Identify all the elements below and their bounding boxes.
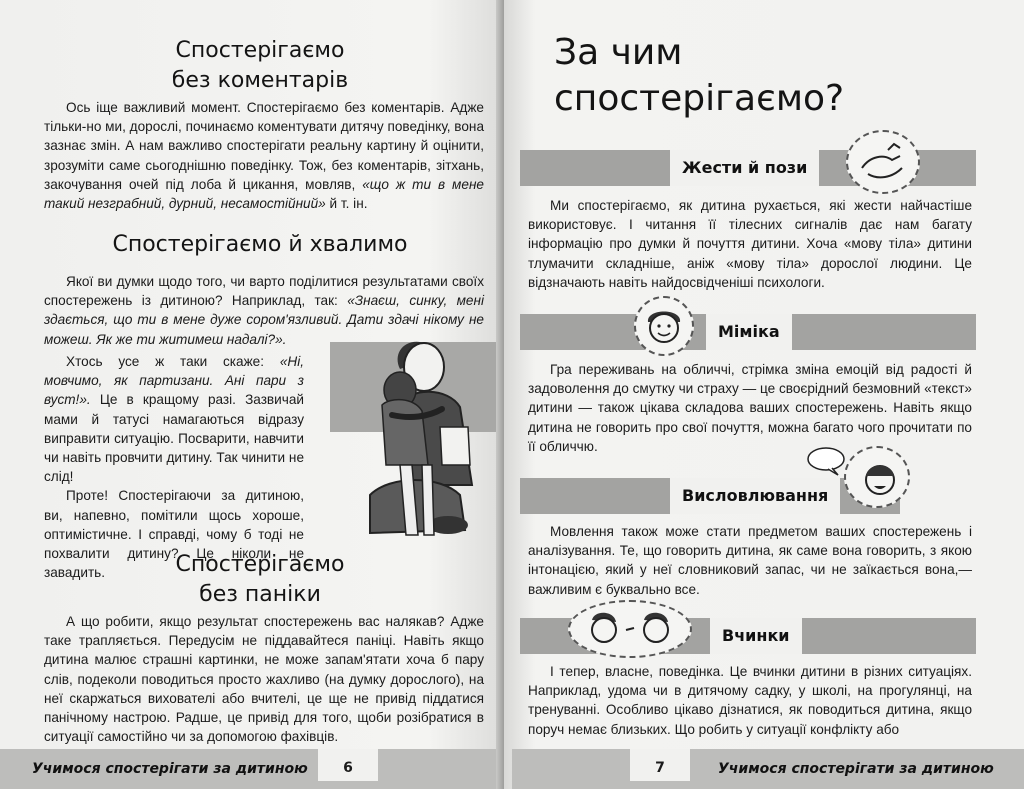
heading-line: Спостерігаємо (175, 552, 345, 577)
heading-line: без паніки (199, 582, 321, 607)
paragraph-no-panic: А що робити, якщо результат спостережень вас налякав? Адже таке трапляється. Передусім не піддавайтеся паніці. Навіть якщо дитина малює страшні картинки, не може запам'ятати хоча б пару слів, подеколи поводиться просто жахливо (на думку дорослого), на неї скаржаться вихователі або вчителі, це ще не привід піддатися панічному настрою. Радше, це привід для того, щоби розібратися в ситуації самостійно чи за допомогою фахівців. (44, 614, 484, 745)
page-number-right: 7 (630, 749, 690, 781)
speech-icon (844, 446, 910, 508)
footer-right (512, 749, 1024, 789)
text-facial-expressions: Гра переживань на обличчі, стрімка зміна емоцій від радості й задоволення до смутку чи страху — це своєрідний безмовний «текст» дитини — також цікава складова ваших спостережень. Навіть якщо дитина не говорить про свої почуття, можна багато чого прочитати по її обличчю. (528, 362, 972, 454)
section-label-actions: Вчинки (710, 618, 802, 654)
paragraph-praise-1: Якої ви думки щодо того, чи варто поділитися результатами своїх спостережень із дитиною? Наприклад, так: «Знаєш, синку, мені здається, що ти в мене дуже сором'язливий. Дати здачі нікому не можеш. Як же ти житимеш надалі?». (44, 274, 484, 347)
text-actions: І тепер, власне, поведінка. Це вчинки дитини в різних ситуаціях. Наприклад, удома чи в дитячому садку, у школі, на прогулянці, на тренуванні. Особливо цікаво дізнатися, як поводиться дитина, якщо поруч немає близьких. Що робить у ситуації конфлікту або (528, 664, 972, 737)
section-label-utterances: Висловлювання (670, 478, 840, 514)
speech-bubble-icon (806, 446, 846, 476)
text-gestures: Ми спостерігаємо, як дитина рухається, які жести найчастіше використовує. І читання її тілесних сигналів дає нам багату інформацію про думки й почуття дитини. Хоча «мову тіла» дитини тлумачити складніше, аніж «мову тіла» дорослої людини. Це відзначають навіть найдосвідченіші психологи. (528, 198, 972, 290)
hands-icon (846, 130, 920, 194)
heading-line: Спостерігаємо (175, 38, 345, 63)
page-title (554, 30, 844, 122)
title-line: спостерігаємо? (554, 78, 845, 119)
band-facial-expressions (520, 314, 976, 350)
kids-icon (568, 600, 692, 658)
paragraph-no-comments: Ось іще важливий момент. Спостерігаємо без коментарів. Адже тільки-но ми, дорослі, починаємо коментувати дитячу поведінку, вона зазнає змін. А нам важливо спостерігати реальну картину й оцінити, зрозуміти саме сьогоднішню поведінку. Тож, без коментарів, зітхань, закочування очей під лоба й цикання, мовляв, «що ж ти в мене такий незграбний, дурний, несамостійний» й т. ін. (44, 100, 485, 212)
face-icon (634, 296, 694, 356)
footer-book-title: Учимося спостерігати за дитиною (32, 761, 308, 777)
band-utterances (520, 478, 900, 514)
right-page (504, 0, 1024, 789)
section-label-gestures: Жести й пози (670, 150, 819, 186)
paragraph-praise-2: Хтось усе ж таки скаже: «Ні, мовчимо, як партизани. Ані пари з вуст!». Це в кращому разі. Зазвичай мами й татусі намагаються відразу виправити ситуацію. Посварити, навчити чи навіть провчити дитину. Так чинити не слід! Проте! Спостерігаючи за дитиною, ви, напевно, помітили щось хороше, оптимістичне. І справді, чому б тоді не похвалити дитину? Це ніколи не завадить. (44, 354, 304, 581)
footer-book-title: Учимося спостерігати за дитиною (718, 761, 994, 777)
section-heading-praise: Спостерігаємо й хвалимо (112, 232, 408, 257)
heading-line: без коментарів (171, 68, 349, 93)
footer-left (0, 749, 496, 789)
left-page (0, 0, 504, 789)
parent-hug-illustration (330, 335, 498, 545)
section-label-facial: Міміка (706, 314, 792, 350)
section-heading-no-comments (40, 36, 480, 96)
text-utterances: Мовлення також може стати предметом ваших спостережень і аналізування. Те, що говорить дитина, як саме вона говорить, з якою інтонацією, який у неї словниковий запас, чи не заїкається вона,— важливим є буквально все. (528, 524, 972, 597)
title-line: За чим (554, 32, 683, 73)
page-number-left: 6 (318, 749, 378, 781)
section-heading-no-panic (40, 550, 480, 610)
